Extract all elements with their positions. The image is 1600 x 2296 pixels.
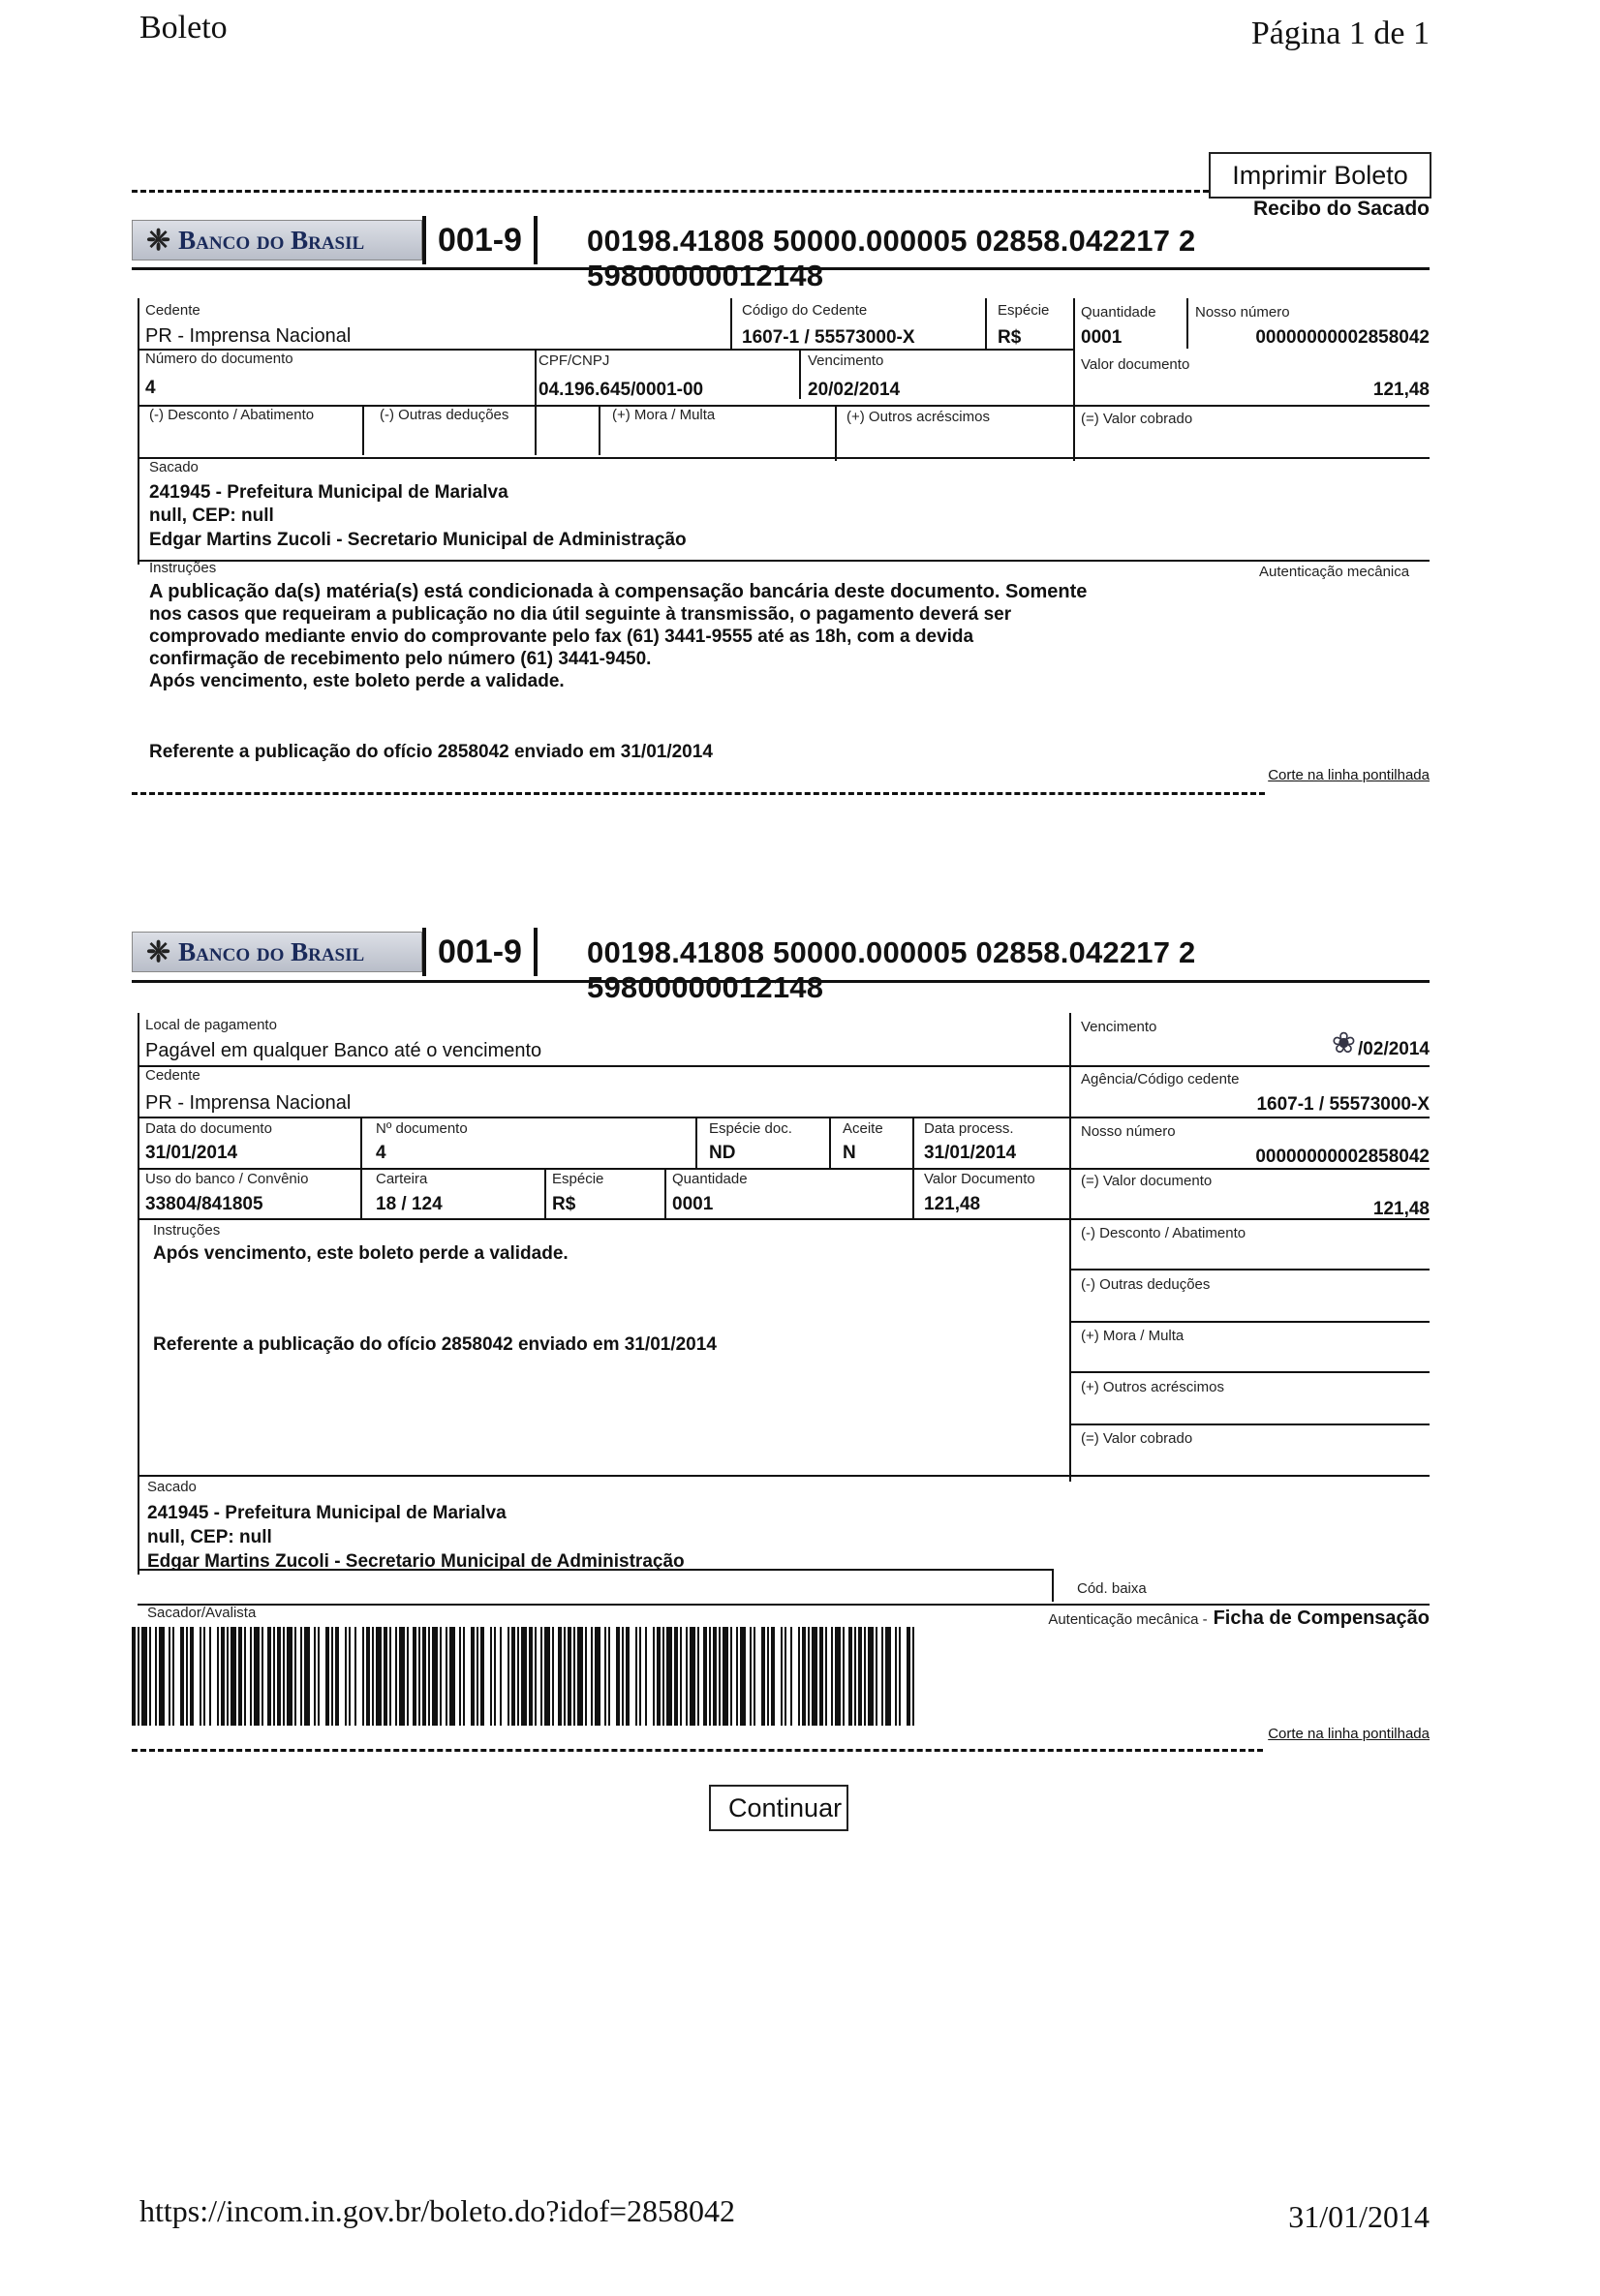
bank-code-ficha: 001-9 (422, 928, 538, 976)
label-ficha-valor-cobrado: (=) Valor cobrado (1081, 1430, 1193, 1447)
barcode-bar (577, 1627, 583, 1726)
barcode-bar (209, 1627, 211, 1726)
label-valor-doc-mid: Valor Documento (924, 1171, 1035, 1187)
barcode-bar (616, 1627, 620, 1726)
barcode-bar (221, 1627, 225, 1726)
barcode-bar (848, 1627, 852, 1726)
barcode-bar (155, 1627, 157, 1726)
barcode-bar (440, 1627, 442, 1726)
barcode-bar (895, 1627, 897, 1726)
value-data-documento: 31/01/2014 (145, 1143, 238, 1163)
recibo-referente: Referente a publicação do ofício 2858042 enviado em 31/01/2014 (149, 742, 713, 762)
barcode-bar (843, 1627, 845, 1726)
barcode-bar (389, 1627, 391, 1726)
barcode-bar (568, 1627, 571, 1726)
barcode-bar (287, 1627, 292, 1726)
value-especie-doc: ND (709, 1143, 736, 1163)
barcode-bar (331, 1627, 333, 1726)
barcode-bar (422, 1627, 426, 1726)
barcode-bar (761, 1627, 765, 1726)
barcode-bar (622, 1627, 624, 1726)
barcode-bar (304, 1627, 310, 1726)
barcode-bar (730, 1627, 732, 1726)
barcode-bar (335, 1627, 339, 1726)
ficha-referente: Referente a publicação do ofício 2858042 enviado em 31/01/2014 (153, 1334, 717, 1355)
sacado-line3: Edgar Martins Zucoli - Secretario Municipal de Administração (149, 530, 687, 550)
barcode-bar (254, 1627, 260, 1726)
value-numero-documento: 4 (145, 378, 156, 398)
barcode-bar (736, 1627, 738, 1726)
label-sacado: Sacado (149, 459, 199, 475)
label-ficha-instrucoes: Instruções (153, 1222, 221, 1239)
label-ficha-valor-documento: (=) Valor documento (1081, 1173, 1213, 1189)
barcode-bar (294, 1627, 296, 1726)
barcode-bar (544, 1627, 550, 1726)
label-nosso-numero: Nosso número (1195, 304, 1290, 321)
barcode-bar (132, 1627, 136, 1726)
cut-line-ficha (132, 1749, 1263, 1752)
value-nosso-numero: 00000000002858042 (1255, 327, 1430, 348)
instrucoes-line1: A publicação da(s) matéria(s) está condicionada à compensação bancária deste documento. Somente (149, 581, 1088, 602)
barcode-bar (262, 1627, 263, 1726)
label-aceite: Aceite (843, 1120, 883, 1137)
barcode-bar (653, 1627, 655, 1726)
barcode-bar (384, 1627, 387, 1726)
barcode-bar (781, 1627, 783, 1726)
barcode-bar (407, 1627, 409, 1726)
barcode-bar (217, 1627, 219, 1726)
label-ficha-especie: Espécie (552, 1171, 604, 1187)
barcode-bar (227, 1627, 229, 1726)
barcode-bar (250, 1627, 252, 1726)
barcode-bar (508, 1627, 509, 1726)
barcode-bar (819, 1627, 823, 1726)
label-valor-documento: Valor documento (1081, 356, 1190, 373)
label-ficha-outras-deducoes: (-) Outras deduções (1081, 1276, 1211, 1293)
barcode-bar (713, 1627, 717, 1726)
barcode-bar (690, 1627, 695, 1726)
value-carteira: 18 / 124 (376, 1194, 443, 1214)
barcode-bar (172, 1627, 174, 1726)
barcode-bar (604, 1627, 606, 1726)
barcode-bar (494, 1627, 496, 1726)
barcode-bar (719, 1627, 721, 1726)
value-quantidade: 0001 (1081, 327, 1123, 348)
barcode-bar (697, 1627, 699, 1726)
label-ficha-outros-acrescimos: (+) Outros acréscimos (1081, 1379, 1224, 1395)
barcode-bar (529, 1627, 533, 1726)
label-data-documento: Data do documento (145, 1120, 272, 1137)
barcode-bar (680, 1627, 682, 1726)
barcode-bar (446, 1627, 447, 1726)
barcode-bar (186, 1627, 188, 1726)
value-ficha-especie: R$ (552, 1194, 576, 1214)
barcode-bar (808, 1627, 810, 1726)
ficha-footer-right (1048, 1607, 1430, 1630)
value-no-documento: 4 (376, 1143, 386, 1163)
corte-note-recibo: Corte na linha pontilhada (1268, 767, 1430, 783)
barcode-bar (881, 1627, 883, 1726)
value-cedente: PR - Imprensa Nacional (145, 325, 352, 347)
barcode-bar (318, 1627, 320, 1726)
instrucoes-line2: nos casos que requeiram a publicação no dia útil seguinte à transmissão, o pagamento deverá ser (149, 604, 1012, 625)
continue-button[interactable]: Continuar (709, 1785, 848, 1831)
barcode-bar (591, 1627, 593, 1726)
barcode-bar (517, 1627, 519, 1726)
barcode-bar (283, 1627, 285, 1726)
bank-header-ficha (132, 928, 1430, 1004)
label-ficha-cedente: Cedente (145, 1067, 200, 1084)
barcode-bar (141, 1627, 147, 1726)
barcode-bar (277, 1627, 281, 1726)
barcode-bar (180, 1627, 184, 1726)
value-ficha-cedente: PR - Imprensa Nacional (145, 1092, 352, 1114)
barcode-bar (868, 1627, 874, 1726)
bank-logo-icon-ficha: ❈ (146, 935, 171, 968)
barcode-bar (912, 1627, 914, 1726)
barcode-bar (666, 1627, 672, 1726)
value-ficha-valor-documento: 121,48 (1372, 1199, 1430, 1219)
label-ficha-autenticacao: Autenticação mecânica - (1048, 1611, 1208, 1628)
barcode-bar (138, 1627, 139, 1726)
barcode-bar (413, 1627, 416, 1726)
barcode-bar (585, 1627, 587, 1726)
barcode-bar (608, 1627, 610, 1726)
linha-digitavel: 00198.41808 50000.000005 02858.042217 2 59800000012148 (587, 224, 1196, 292)
barcode-bar (490, 1627, 492, 1726)
barcode-bar (500, 1627, 502, 1726)
barcode-bar (771, 1627, 775, 1726)
barcode-bar (573, 1627, 575, 1726)
barcode-bar (480, 1627, 484, 1726)
barcode-bar (825, 1627, 827, 1726)
label-numero-documento: Número do documento (145, 351, 293, 367)
barcode-bar (149, 1627, 151, 1726)
barcode-bar (558, 1627, 562, 1726)
barcode-bar (203, 1627, 205, 1726)
barcode-bar (854, 1627, 856, 1726)
barcode-bar (831, 1627, 833, 1726)
ficha-sacado-line3: Edgar Martins Zucoli - Secretario Municipal de Administração (147, 1551, 685, 1572)
barcode-bar (418, 1627, 420, 1726)
barcode-bar (899, 1627, 901, 1726)
bank-logo-text-ficha: Banco do Brasil (178, 936, 365, 966)
label-ficha-sacado: Sacado (147, 1479, 197, 1495)
label-valor-cobrado: (=) Valor cobrado (1081, 411, 1193, 427)
barcode-bar (349, 1627, 351, 1726)
barcode-bar (907, 1627, 910, 1726)
barcode-bar (540, 1627, 542, 1726)
label-codigo-cedente: Código do Cedente (742, 302, 868, 319)
value-ficha-quantidade: 0001 (672, 1194, 714, 1214)
barcode-bar (231, 1627, 236, 1726)
barcode-bar (885, 1627, 891, 1726)
sacado-line1: 241945 - Prefeitura Municipal de Marialva (149, 482, 508, 503)
recibo-title: Recibo do Sacado (1252, 198, 1430, 220)
label-no-documento: Nº documento (376, 1120, 468, 1137)
barcode-bar (686, 1627, 688, 1726)
barcode-bar (639, 1627, 641, 1726)
bank-logo (132, 220, 422, 260)
bank-header-recibo (132, 216, 1430, 292)
cut-line-top (132, 190, 1209, 193)
bank-logo-ficha (132, 932, 422, 972)
barcode-bar (432, 1627, 438, 1726)
barcode-bar (709, 1627, 711, 1726)
label-instrucoes: Instruções (149, 560, 217, 576)
barcode-bar (662, 1627, 664, 1726)
instrucoes-line3: comprovado mediante envio do comprovante pelo fax (61) 3441-9555 até as 18h, com a devida (149, 627, 974, 647)
barcode-bar (703, 1627, 707, 1726)
cut-line-recibo (132, 792, 1265, 795)
label-cod-baixa: Cód. baixa (1077, 1580, 1147, 1597)
value-codigo-cedente: 1607-1 / 55573000-X (742, 327, 915, 348)
barcode-bar (362, 1627, 364, 1726)
barcode-bar (635, 1627, 637, 1726)
label-mora: (+) Mora / Multa (612, 407, 716, 423)
label-outras-deducoes: (-) Outras deduções (380, 407, 509, 423)
bank-code: 001-9 (422, 216, 538, 264)
barcode-bar (754, 1627, 755, 1726)
barcode-bar (463, 1627, 465, 1726)
barcode-bar (535, 1627, 537, 1726)
instrucoes-line4: confirmação de recebimento pelo número (61) 3441-9450. (149, 649, 652, 669)
barcode-bar (471, 1627, 475, 1726)
barcode-bar (858, 1627, 862, 1726)
print-header-title: Boleto (139, 10, 228, 46)
instrucoes-text (149, 581, 1087, 692)
barcode-bar (790, 1627, 792, 1726)
print-footer-date: 31/01/2014 (1288, 2199, 1430, 2234)
barcode-bar (812, 1627, 817, 1726)
barcode-bar (767, 1627, 769, 1726)
barcode-bar (267, 1627, 271, 1726)
label-cedente: Cedente (145, 302, 200, 319)
barcode-bar (657, 1627, 661, 1726)
barcode-bar (835, 1627, 841, 1726)
print-button[interactable]: Imprimir Boleto (1209, 152, 1431, 199)
value-valor-documento: 121,48 (1372, 380, 1430, 400)
print-footer-url: https://incom.in.gov.br/boleto.do?idof=2858042 (139, 2193, 736, 2228)
value-valor-doc-mid: 121,48 (924, 1194, 981, 1214)
value-uso-banco: 33804/841805 (145, 1194, 263, 1214)
value-especie: R$ (998, 327, 1022, 348)
label-agencia: Agência/Código cedente (1081, 1071, 1240, 1087)
ficha-sacado-line2: null, CEP: null (147, 1527, 272, 1547)
barcode-bar (864, 1627, 866, 1726)
barcode-bar (477, 1627, 478, 1726)
label-especie: Espécie (998, 302, 1050, 319)
barcode-bar (449, 1627, 455, 1726)
barcode-bar (552, 1627, 554, 1726)
barcode-bar (785, 1627, 786, 1726)
label-desconto: (-) Desconto / Abatimento (149, 407, 315, 423)
sacado-line2: null, CEP: null (149, 505, 274, 526)
barcode-bar (511, 1627, 515, 1726)
value-local-pagamento: Pagável em qualquer Banco até o vencimento (145, 1040, 542, 1061)
barcode-bar (366, 1627, 370, 1726)
stamp-icon: ❀ (1331, 1027, 1357, 1059)
ficha-vencimento-wrap (1332, 1026, 1430, 1060)
barcode-bar (798, 1627, 800, 1726)
barcode-bar (238, 1627, 242, 1726)
ficha-compensacao-title: Ficha de Compensação (1213, 1607, 1430, 1629)
linha-digitavel-ficha: 00198.41808 50000.000005 02858.042217 2 59800000012148 (587, 935, 1196, 1004)
barcode-bar (723, 1627, 728, 1726)
barcode-bar (428, 1627, 430, 1726)
barcode-bar (521, 1627, 527, 1726)
label-cpf-cnpj: CPF/CNPJ (538, 352, 610, 369)
barcode-bar (314, 1627, 316, 1726)
barcode-bar (200, 1627, 201, 1726)
label-ficha-mora: (+) Mora / Multa (1081, 1328, 1185, 1344)
barcode-bar (595, 1627, 600, 1726)
label-ficha-nosso-numero: Nosso número (1081, 1123, 1176, 1140)
label-local-pagamento: Local de pagamento (145, 1017, 277, 1033)
label-sacador: Sacador/Avalista (147, 1605, 257, 1621)
label-quantidade: Quantidade (1081, 304, 1156, 321)
barcode-bar (190, 1627, 194, 1726)
label-outros-acrescimos: (+) Outros acréscimos (846, 409, 990, 425)
barcode-bar (459, 1627, 461, 1726)
barcode-bar (372, 1627, 374, 1726)
barcode-bar (354, 1627, 356, 1726)
label-uso-banco: Uso do banco / Convênio (145, 1171, 309, 1187)
barcode-bar (399, 1627, 405, 1726)
label-data-process: Data process. (924, 1120, 1014, 1137)
barcode-bar (169, 1627, 170, 1726)
ficha-instrucoes-line1: Após vencimento, este boleto perde a validade. (153, 1243, 569, 1264)
label-especie-doc: Espécie doc. (709, 1120, 792, 1137)
barcode-bar (395, 1627, 397, 1726)
barcode-bar (300, 1627, 302, 1726)
label-autenticacao: Autenticação mecânica (1259, 564, 1410, 580)
label-vencimento: Vencimento (808, 352, 884, 369)
barcode-bar (750, 1627, 752, 1726)
label-ficha-quantidade: Quantidade (672, 1171, 748, 1187)
bank-logo-icon: ❈ (146, 224, 171, 257)
value-vencimento: 20/02/2014 (808, 380, 901, 400)
corte-note-ficha: Corte na linha pontilhada (1268, 1726, 1430, 1742)
barcode-bar (244, 1627, 246, 1726)
barcode-bar (376, 1627, 382, 1726)
value-ficha-vencimento: /02/2014 (1358, 1039, 1430, 1059)
value-cpf-cnpj: 04.196.645/0001-00 (538, 380, 704, 400)
print-header-page: Página 1 de 1 (1250, 15, 1430, 51)
barcode-bar (159, 1627, 165, 1726)
barcode-bar (345, 1627, 347, 1726)
instrucoes-line5: Após vencimento, este boleto perde a validade. (149, 671, 565, 691)
barcode-bar (802, 1627, 806, 1726)
bank-logo-text: Banco do Brasil (178, 225, 365, 255)
barcode-bar (674, 1627, 678, 1726)
barcode-bar (876, 1627, 877, 1726)
barcode-bar (325, 1627, 329, 1726)
value-aceite: N (843, 1143, 856, 1163)
barcode (132, 1627, 914, 1726)
ficha-sacado-line1: 241945 - Prefeitura Municipal de Marialva (147, 1503, 507, 1523)
value-agencia: 1607-1 / 55573000-X (1256, 1094, 1430, 1115)
barcode-bar (740, 1627, 746, 1726)
barcode-bar (645, 1627, 647, 1726)
value-data-process: 31/01/2014 (924, 1143, 1017, 1163)
label-ficha-vencimento: Vencimento (1081, 1019, 1157, 1035)
label-carteira: Carteira (376, 1171, 428, 1187)
barcode-bar (564, 1627, 566, 1726)
barcode-bar (626, 1627, 630, 1726)
label-ficha-desconto: (-) Desconto / Abatimento (1081, 1225, 1246, 1241)
value-ficha-nosso-numero: 00000000002858042 (1255, 1147, 1430, 1167)
barcode-bar (273, 1627, 275, 1726)
